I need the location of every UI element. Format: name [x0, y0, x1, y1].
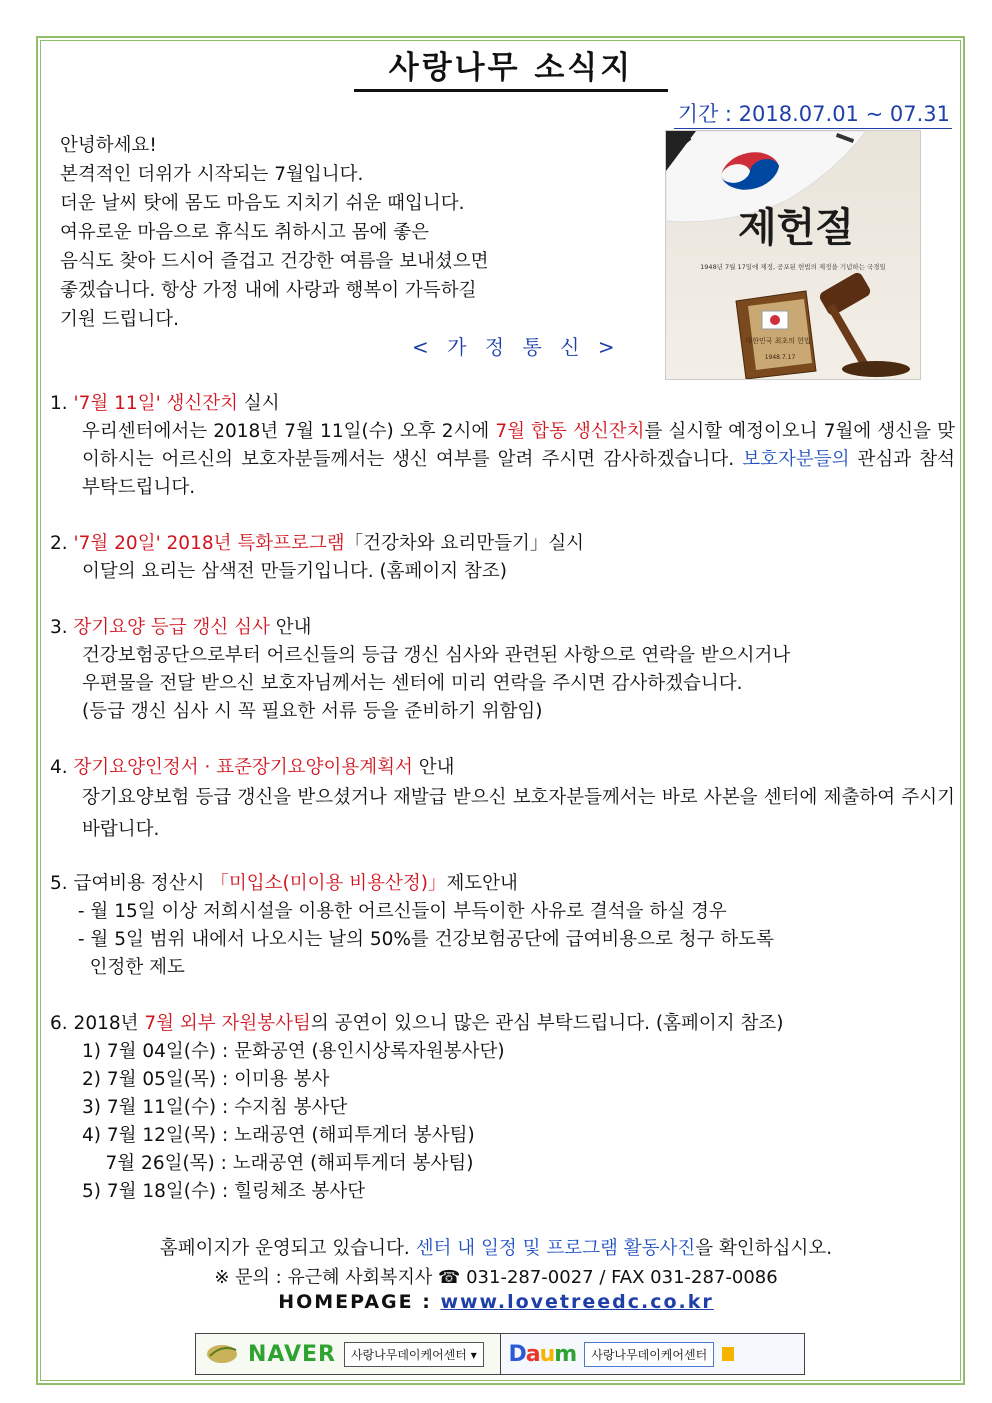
section-heading-highlight: 장기요양 등급 갱신 심사 — [73, 617, 270, 638]
section-heading-tail: 안내 — [412, 757, 455, 778]
section-heading-pre: 급여비용 정산시 — [73, 873, 211, 894]
section-heading — [50, 390, 955, 418]
daum-search-icon[interactable] — [722, 1347, 734, 1361]
newsletter-title: 사랑나무 소식지 — [354, 42, 668, 92]
poster-artwork — [666, 131, 920, 379]
section-number: 6. — [50, 1013, 74, 1034]
section-billing — [50, 870, 955, 982]
volunteer-list-item: 3) 7월 11일(수) : 수지침 봉사단 — [82, 1097, 348, 1118]
section-heading-highlight: '7월 11일' 생신잔치 — [73, 393, 239, 414]
section-body-line: - 월 15일 이상 저희시설을 이용한 어르신들이 부득이한 사유로 결석을 하실 경우 — [72, 901, 727, 922]
section-heading-highlight: 「미입소(미이용 비용산정)」 — [210, 873, 447, 894]
section-birthday-party — [50, 390, 955, 502]
naver-search-banner[interactable] — [196, 1334, 500, 1374]
greeting-line: 여유로운 마음으로 휴식도 취하시고 몸에 좋은 — [60, 222, 429, 243]
section-heading — [50, 1010, 955, 1038]
footer-homepage-note — [0, 1234, 992, 1260]
section-heading-tail: 실시 — [238, 393, 280, 414]
constitution-day-poster — [665, 130, 921, 380]
greeting-line: 안녕하세요! — [60, 135, 157, 156]
footer-highlight: 센터 내 일정 및 프로그램 활동사진 — [415, 1238, 696, 1259]
book-illustration — [736, 291, 816, 379]
daum-search-banner[interactable] — [500, 1334, 805, 1374]
volunteer-list-item: 2) 7월 05일(목) : 이미용 봉사 — [82, 1069, 330, 1090]
section-body-line: - 월 5일 범위 내에서 나오시는 날의 50%를 건강보험공단에 급여비용으로 청구 하도록 — [72, 929, 775, 950]
greeting-line: 좋겠습니다. 항상 가정 내에 사랑과 행복이 가득하길 — [60, 280, 477, 301]
section-body: 장기요양보험 등급 갱신을 받으셨거나 재발급 받으신 보호자분들께서는 바로 사본을 센터에 제출하여 주시기 바랍니다. — [82, 787, 955, 840]
footer-contact: ※ 문의 : 유근혜 사회복지사 ☎ 031-287-0027 / FAX 031-287-0086 — [214, 1267, 778, 1288]
section-number: 2. — [50, 533, 74, 554]
body-text: 우리센터에서는 2018년 7월 11일(수) 오후 2시에 — [82, 421, 496, 442]
section-heading — [50, 754, 955, 782]
section-heading — [50, 870, 955, 898]
section-number: 3. — [50, 617, 74, 638]
greeting-paragraph — [60, 131, 620, 334]
greeting-line: 더운 날씨 탓에 몸도 마음도 지치기 쉬운 때입니다. — [60, 193, 465, 214]
section-body — [50, 418, 955, 502]
greeting-line: 음식도 찾아 드시어 즐겁고 건강한 여름을 보내셨으면 — [60, 251, 489, 272]
section-heading-highlight: '7월 20일' 2018년 특화프로그램 — [73, 533, 345, 554]
footer-text: 을 확인하십시오. — [695, 1238, 833, 1259]
section-heading-tail: 제도안내 — [446, 873, 518, 894]
section-special-program — [50, 530, 955, 586]
greeting-line: 기원 드립니다. — [60, 309, 179, 330]
homepage-label: HOMEPAGE : — [278, 1291, 441, 1313]
book-title: 대한민국 최초의 헌법 — [745, 337, 811, 345]
section-heading-tail: 「건강차와 요리만들기」실시 — [344, 533, 585, 554]
naver-search-box[interactable]: 사랑나무데이케어센터 ▾ — [344, 1342, 484, 1367]
section-volunteers — [50, 1010, 955, 1206]
homepage-link[interactable]: www.lovetreedc.co.kr — [440, 1291, 714, 1313]
volunteer-list-item: 5) 7월 18일(수) : 힐링체조 봉사단 — [82, 1181, 366, 1202]
section-body-line: (등급 갱신 심사 시 꼭 필요한 서류 등을 준비하기 위함임) — [82, 701, 543, 722]
section-body-line: 건강보험공단으로부터 어르신들의 등급 갱신 심사와 관련된 사항으로 연락을 받으시거나 — [82, 645, 791, 666]
section-number: 1. — [50, 393, 74, 414]
poster-caption: 1948년 7월 17일에 제정, 공포된 헌법의 제정을 기념하는 국경일 — [700, 263, 886, 271]
section-heading — [50, 530, 955, 558]
poster-headline: 제헌절 — [738, 204, 854, 251]
section-number: 5. — [50, 873, 74, 894]
section-care-certificate — [50, 754, 955, 846]
section-body-line: 우편물을 전달 받으신 보호자님께서는 센터에 미리 연락을 주시면 감사하겠습니다. — [82, 673, 743, 694]
body-text: 를 실시할 예정이오니 7월에 생신을 맞이하시는 어르신의 보호자분들께서는 생신 여부를 알려 주시면 감사하겠습니다. — [82, 421, 955, 470]
daum-search-box[interactable]: 사랑나무데이케어센터 — [584, 1342, 714, 1367]
section-number: 4. — [50, 757, 74, 778]
body-highlight-blue: 보호자분들의 — [742, 449, 850, 470]
section-heading — [50, 614, 955, 642]
daum-logo: Daum — [508, 1341, 577, 1367]
section-heading-tail: 의 공연이 있으니 많은 관심 부탁드립니다. (홈페이지 참조) — [310, 1013, 784, 1034]
book-date: 1948.7.17 — [764, 354, 796, 361]
volunteer-list-item: 7월 26일(목) : 노래공연 (해피투게더 봉사팀) — [82, 1153, 474, 1174]
footer-text: 홈페이지가 운영되고 있습니다. — [159, 1238, 416, 1259]
section-heading-highlight: 장기요양인정서 · 표준장기요양이용계획서 — [73, 757, 413, 778]
volunteer-list-item: 4) 7월 12일(목) : 노래공연 (해피투게더 봉사팀) — [82, 1125, 475, 1146]
section-body: 이달의 요리는 삼색전 만들기입니다. (홈페이지 참조) — [82, 561, 508, 582]
section-heading-pre: 2018년 — [73, 1013, 145, 1034]
period-label: 기간 : 2018.07.01 ~ 07.31 — [674, 98, 952, 129]
section-grade-renewal — [50, 614, 955, 726]
footer-homepage — [0, 1291, 992, 1313]
body-text: 관심과 참석 부탁드립니다. — [82, 449, 955, 498]
search-banner — [195, 1333, 805, 1375]
section-body-line: 인정한 제도 — [72, 957, 185, 978]
naver-logo: NAVER — [248, 1341, 336, 1367]
greeting-line: 본격적인 더위가 시작되는 7월입니다. — [60, 164, 364, 185]
section-heading-tail: 안내 — [269, 617, 312, 638]
body-highlight-red: 7월 합동 생신잔치 — [495, 421, 645, 442]
volunteer-list-item: 1) 7월 04일(수) : 문화공연 (용인시상록자원봉사단) — [82, 1041, 505, 1062]
section-heading-highlight: 7월 외부 자원봉사팀 — [144, 1013, 311, 1034]
family-news-heading: < 가 정 통 신 > — [412, 335, 621, 359]
leaf-icon — [204, 1342, 240, 1366]
